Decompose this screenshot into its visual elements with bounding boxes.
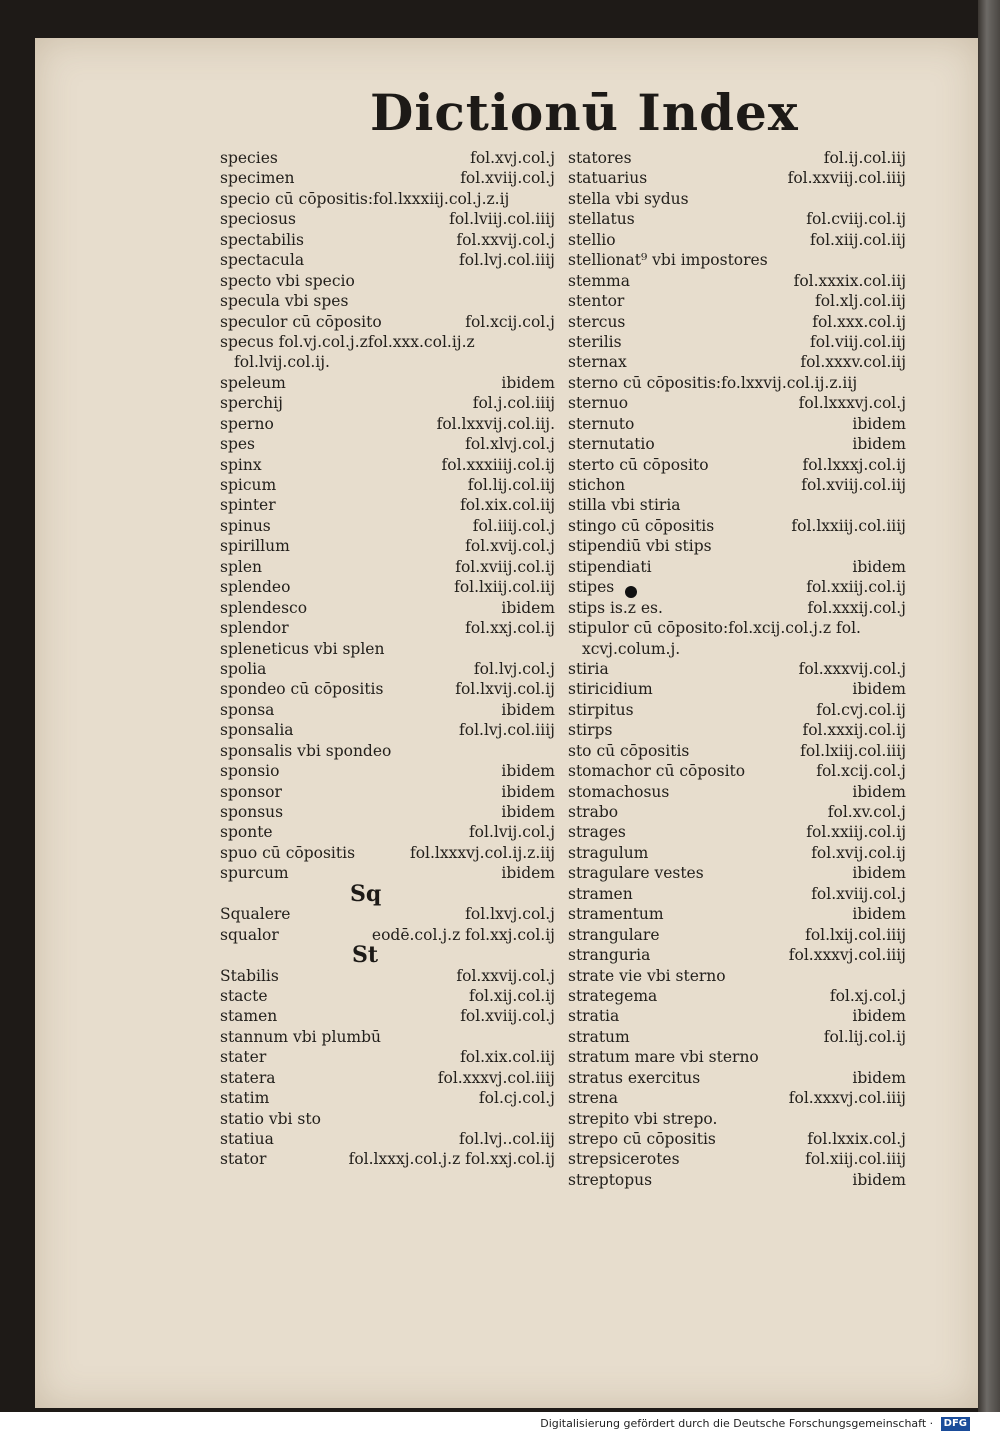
entry-term: specto vbi specio (220, 271, 355, 290)
entry-term: strangulare (568, 925, 660, 944)
index-entry (568, 1047, 906, 1067)
index-column-right (568, 148, 906, 1190)
entry-term: stamen (220, 1007, 278, 1026)
index-entry (568, 393, 906, 413)
index-entry (568, 618, 906, 638)
entry-reference: ibidem (852, 1007, 906, 1026)
entry-term: stella vbi sydus (568, 189, 689, 208)
entry-term: sternuo (568, 394, 629, 413)
entry-reference: fol.lxij.col.iiij (805, 925, 906, 944)
dfg-logo: DFG (941, 1417, 970, 1431)
index-entry (568, 843, 906, 863)
index-entry (568, 577, 906, 597)
entry-term: spectabilis (220, 230, 304, 249)
index-entry (220, 434, 555, 454)
entry-reference: fol.j.col.iiij (472, 394, 555, 413)
entry-term: speleum (220, 373, 286, 392)
index-entry (568, 209, 906, 229)
entry-reference: fol.lviij.col.iiij (449, 210, 555, 229)
entry-reference: ibidem (501, 598, 555, 617)
index-entry (220, 271, 555, 291)
entry-reference: ibidem (852, 435, 906, 454)
index-entry (568, 679, 906, 699)
entry-term: stiricidium (568, 680, 653, 699)
entry-reference: fol.lxvij.col.ij (455, 680, 555, 699)
entry-term: splendeo (220, 578, 291, 597)
entry-term: spurcum (220, 864, 289, 883)
index-entry (220, 659, 555, 679)
entry-term: spirillum (220, 537, 290, 556)
entry-reference: ibidem (852, 680, 906, 699)
index-entry (568, 557, 906, 577)
entry-term: sternutatio (568, 435, 655, 454)
entry-reference: fol.xviij.col.j (460, 1007, 555, 1026)
entry-reference: fol.xv.col.j (827, 803, 906, 821)
entry-term: stipes (568, 578, 615, 597)
entry-reference: fol.lvj.col.iiij (459, 251, 555, 270)
entry-reference: fol.lxxxj.col.ij (802, 455, 906, 474)
entry-term: sto cū cōpositis (568, 741, 690, 760)
entry-reference: fol.lij.col.ij (823, 1027, 906, 1046)
index-entry (220, 966, 555, 986)
entry-term: splendesco (220, 598, 308, 617)
entry-term: sternuto (568, 414, 635, 433)
index-entry (220, 863, 555, 883)
entry-reference: fol.viij.col.iij (810, 332, 906, 351)
index-entry (220, 843, 555, 863)
entry-reference: fol.ij.col.iij (823, 149, 906, 167)
index-entry (220, 557, 555, 577)
index-entry (568, 1129, 906, 1149)
entry-term: stirps (568, 721, 613, 740)
index-entry (568, 925, 906, 945)
entry-term: sternax (568, 353, 627, 372)
entry-term: sponsa (220, 700, 275, 719)
index-entry (220, 373, 555, 393)
index-entry (568, 884, 906, 904)
entry-reference: fol.xxxij.col.j (807, 598, 906, 617)
entry-term: stratum (568, 1027, 630, 1046)
entry-term: statim (220, 1089, 270, 1108)
entry-reference: fol.iiij.col.j (472, 516, 555, 535)
entry-reference: fol.xviij.col.j (460, 169, 555, 188)
index-entry (568, 475, 906, 495)
index-entry (220, 475, 555, 495)
entry-term: spinus (220, 516, 271, 535)
index-entry (568, 659, 906, 679)
index-entry (568, 802, 906, 822)
entry-term: specus fol.vj.col.j.zfol.xxx.col.ij.z (220, 332, 475, 351)
index-entry (568, 966, 906, 986)
index-entry (568, 720, 906, 740)
entry-reference: fol.lxiij.col.iiij (800, 741, 906, 760)
page-title: Dictionū Index (370, 83, 799, 142)
entry-term: sponsalia (220, 721, 294, 740)
index-entry (220, 312, 555, 332)
index-entry (220, 720, 555, 740)
entry-term: strate vie vbi sterno (568, 966, 726, 985)
index-entry (220, 741, 555, 761)
entry-term: streptopus (568, 1170, 653, 1189)
index-entry (568, 1006, 906, 1026)
index-entry (220, 148, 555, 168)
entry-reference: fol.cviij.col.ij (806, 210, 906, 229)
entry-term: sterto cū cōposito (568, 455, 709, 474)
entry-term: stipendiati (568, 557, 652, 576)
entry-term: Stabilis (220, 966, 279, 985)
section-letter: Sq (350, 880, 382, 907)
entry-term: spectacula (220, 251, 305, 270)
index-entry (568, 1068, 906, 1088)
entry-reference: ibidem (852, 1068, 906, 1087)
entry-reference: fol.xvij.col.j (465, 537, 555, 556)
entry-term: sterilis (568, 332, 622, 351)
index-entry (220, 1129, 555, 1149)
entry-reference: fol.xxxij.col.ij (802, 721, 906, 740)
entry-term: stratus exercitus (568, 1068, 701, 1087)
entry-reference: ibidem (852, 905, 906, 924)
entry-term: stratum mare vbi sterno (568, 1048, 759, 1067)
entry-term: stipendiū vbi stips (568, 537, 712, 556)
entry-term: stomachor cū cōposito (568, 762, 746, 781)
entry-term: stips is.z es. (568, 598, 663, 617)
entry-term: spleneticus vbi splen (220, 639, 385, 658)
index-entry (568, 291, 906, 311)
entry-term: sponsalis vbi spondeo (220, 741, 392, 760)
index-entry (568, 863, 906, 883)
entry-reference: fol.xxvij.col.j (456, 966, 555, 985)
entry-reference: fol.xxviij.col.iiij (787, 169, 906, 188)
entry-reference: fol.lvij.col.j (468, 823, 555, 842)
entry-reference: fol.xcij.col.j (465, 312, 555, 331)
entry-reference: ibidem (852, 557, 906, 576)
index-entry (568, 495, 906, 515)
index-entry (220, 802, 555, 822)
entry-term: spuo cū cōpositis (220, 843, 356, 862)
entry-reference: fol.xxxvij.col.j (798, 659, 906, 678)
ink-blot (625, 586, 637, 598)
index-entry (568, 168, 906, 188)
index-entry (568, 741, 906, 761)
index-entry (220, 495, 555, 515)
entry-term: stellionat⁹ vbi impostores (568, 251, 768, 270)
entry-reference: ibidem (852, 782, 906, 801)
entry-term: statuarius (568, 169, 648, 188)
entry-term: strages (568, 823, 626, 842)
entry-term: stiria (568, 659, 609, 678)
entry-term: stragulum (568, 843, 649, 862)
section-letter: St (352, 942, 379, 969)
entry-reference: ibidem (501, 762, 555, 781)
entry-term: fol.lvij.col.ij. (234, 353, 330, 372)
entry-reference: ibidem (501, 864, 555, 883)
footer (540, 1416, 970, 1432)
entry-reference: fol.lxxvij.col.iij. (436, 414, 555, 433)
entry-term: spinx (220, 455, 262, 474)
entry-reference: fol.lij.col.iij (467, 476, 555, 494)
entry-reference: ibidem (852, 864, 906, 883)
index-entry (220, 782, 555, 802)
entry-reference: fol.xxxvj.col.iiij (788, 1089, 906, 1108)
entry-term: stacte (220, 986, 268, 1005)
entry-term: stratia (568, 1007, 620, 1026)
entry-term: stator (220, 1150, 267, 1169)
entry-reference: fol.lxiij.col.iij (454, 578, 555, 597)
entry-term: strepsicerotes (568, 1150, 680, 1169)
entry-term: statera (220, 1068, 276, 1087)
index-entry (568, 516, 906, 536)
entry-term: strategema (568, 986, 658, 1005)
index-entry (568, 536, 906, 556)
entry-term: strepito vbi strepo. (568, 1109, 718, 1128)
index-entry (568, 945, 906, 965)
entry-reference: fol.cvj.col.ij (816, 700, 906, 719)
entry-term: speciosus (220, 210, 296, 229)
entry-reference: fol.xiij.col.iij (810, 230, 906, 249)
entry-reference: fol.cj.col.j (478, 1089, 555, 1108)
index-entry (220, 250, 555, 270)
entry-reference: fol.xxxvj.col.iiij (788, 946, 906, 965)
entry-term: specio cū cōpositis:fol.lxxxiij.col.j.z.ij (220, 189, 510, 208)
entry-reference: ibidem (501, 700, 555, 719)
entry-reference: fol.xcij.col.j (816, 762, 906, 781)
entry-term: statio vbi sto (220, 1109, 321, 1128)
entry-reference: fol.lxvj.col.j (465, 905, 555, 924)
index-entry (568, 271, 906, 291)
index-entry (568, 782, 906, 802)
entry-reference: fol.xvij.col.ij (811, 843, 906, 862)
entry-term: splen (220, 557, 262, 576)
index-entry (220, 1047, 555, 1067)
index-entry (568, 189, 906, 209)
entry-term: stilla vbi stiria (568, 496, 681, 515)
index-entry (220, 761, 555, 781)
entry-reference: ibidem (501, 782, 555, 801)
entry-term: strabo (568, 803, 619, 821)
entry-term: spicum (220, 476, 277, 494)
entry-term: stramentum (568, 905, 664, 924)
index-entry (568, 455, 906, 475)
entry-reference: eodē.col.j.z fol.xxj.col.ij (371, 925, 555, 944)
entry-term: strena (568, 1089, 618, 1108)
entry-reference: fol.lxxxj.col.j.z fol.xxj.col.ij (348, 1150, 555, 1169)
entry-reference: fol.xviij.col.ij (455, 557, 555, 576)
entry-reference: fol.xj.col.j (829, 986, 906, 1005)
entry-term: spondeo cū cōpositis (220, 680, 384, 699)
entry-term: species (220, 149, 278, 167)
index-entry (220, 1006, 555, 1026)
index-entry (568, 1149, 906, 1169)
entry-term: stramen (568, 884, 633, 903)
entry-reference: fol.xxxvj.col.iiij (437, 1068, 555, 1087)
entry-reference: fol.xij.col.ij (468, 986, 555, 1005)
footer-text: Digitalisierung gefördert durch die Deutsche Forschungsgemeinschaft · (540, 1417, 934, 1430)
index-column-left (220, 148, 555, 1170)
index-entry (568, 1088, 906, 1108)
entry-reference: fol.lxxxvj.col.ij.z.iij (409, 843, 555, 862)
entry-reference: fol.xxiij.col.ij (806, 823, 906, 842)
entry-term: stomachosus (568, 782, 670, 801)
entry-term: stercus (568, 312, 626, 331)
entry-term: stentor (568, 292, 625, 311)
index-entry (220, 577, 555, 597)
entry-reference: fol.xxj.col.ij (465, 619, 555, 638)
index-entry (220, 679, 555, 699)
entry-reference: fol.xix.col.iij (460, 496, 555, 515)
entry-reference: fol.lvj..col.iij (459, 1130, 555, 1148)
entry-reference: fol.xxxiiij.col.ij (441, 455, 555, 474)
entry-reference: fol.lxxiij.col.iiij (791, 516, 906, 535)
index-entry (220, 700, 555, 720)
index-entry (568, 639, 906, 659)
entry-term: sperchij (220, 394, 283, 413)
index-entry (220, 1088, 555, 1108)
index-entry (220, 209, 555, 229)
entry-reference: fol.xlvj.col.j (465, 435, 555, 454)
entry-term: stingo cū cōpositis (568, 516, 715, 535)
entry-reference: fol.xxx.col.ij (812, 312, 906, 331)
entry-term: spes (220, 435, 256, 454)
entry-reference: fol.xxvij.col.j (456, 230, 555, 249)
entry-term: speculor cū cōposito (220, 312, 382, 331)
entry-term: xcvj.colum.j. (582, 639, 681, 658)
index-entry (220, 393, 555, 413)
entry-reference: ibidem (501, 373, 555, 392)
entry-reference: fol.lxxxvj.col.j (798, 394, 906, 413)
entry-term: strepo cū cōpositis (568, 1130, 716, 1148)
index-entry (568, 312, 906, 332)
index-entry (568, 230, 906, 250)
entry-term: splendor (220, 619, 289, 638)
index-entry (220, 925, 555, 945)
index-entry (220, 536, 555, 556)
entry-term: Squalere (220, 905, 291, 924)
section-heading (220, 880, 555, 907)
entry-term: stirpitus (568, 700, 634, 719)
entry-term: statiua (220, 1130, 274, 1148)
index-entry (220, 230, 555, 250)
index-entry (568, 761, 906, 781)
entry-term: statores (568, 149, 632, 167)
entry-term: stellio (568, 230, 616, 249)
entry-term: sponsus (220, 803, 284, 821)
index-entry (568, 352, 906, 372)
index-entry (220, 1149, 555, 1169)
entry-term: stemma (568, 271, 630, 290)
entry-term: stipulor cū cōposito:fol.xcij.col.j.z fol. (568, 619, 861, 638)
index-entry (568, 822, 906, 842)
index-entry (220, 598, 555, 618)
entry-reference: fol.lvj.col.j (473, 659, 555, 678)
index-entry (220, 904, 555, 924)
index-entry (220, 352, 555, 372)
section-heading (220, 942, 555, 969)
index-entry (568, 148, 906, 168)
entry-reference: fol.xiij.col.iiij (805, 1150, 906, 1169)
entry-term: spolia (220, 659, 267, 678)
entry-reference: ibidem (852, 414, 906, 433)
index-entry (568, 1170, 906, 1190)
index-entry (568, 598, 906, 618)
index-entry (568, 332, 906, 352)
entry-reference: fol.xviij.col.iij (801, 476, 906, 494)
index-entry (220, 189, 555, 209)
entry-term: spinter (220, 496, 276, 515)
entry-term: stragulare vestes (568, 864, 704, 883)
entry-reference: fol.xxxix.col.iij (793, 271, 906, 290)
entry-term: specimen (220, 169, 295, 188)
entry-term: squalor (220, 925, 279, 944)
entry-term: stannum vbi plumbū (220, 1027, 382, 1046)
entry-term: stranguria (568, 946, 651, 965)
index-entry (220, 822, 555, 842)
entry-term: stichon (568, 476, 626, 494)
index-entry (220, 168, 555, 188)
entry-reference: fol.lvj.col.iiij (459, 721, 555, 740)
index-entry (568, 986, 906, 1006)
index-entry (220, 986, 555, 1006)
index-entry (220, 414, 555, 434)
index-entry (568, 700, 906, 720)
entry-reference: fol.xlj.col.iij (814, 292, 906, 311)
entry-reference: fol.xviij.col.j (811, 884, 906, 903)
entry-reference: fol.xxxv.col.iij (800, 353, 906, 372)
entry-term: specula vbi spes (220, 292, 349, 311)
index-entry (568, 434, 906, 454)
index-entry (220, 516, 555, 536)
index-entry (568, 1027, 906, 1047)
index-entry (220, 455, 555, 475)
entry-reference: ibidem (852, 1170, 906, 1189)
entry-term: sperno (220, 414, 274, 433)
index-entry (220, 291, 555, 311)
index-entry (220, 1109, 555, 1129)
entry-reference: fol.lxxix.col.j (807, 1130, 906, 1148)
index-entry (220, 1068, 555, 1088)
index-entry (568, 250, 906, 270)
entry-term: stater (220, 1048, 267, 1067)
entry-term: stellatus (568, 210, 635, 229)
entry-term: sponte (220, 823, 273, 842)
index-entry (568, 373, 906, 393)
index-entry (220, 332, 555, 352)
index-entry (220, 1027, 555, 1047)
entry-reference: fol.xxiij.col.ij (806, 578, 906, 597)
index-entry (568, 904, 906, 924)
entry-reference: fol.xvj.col.j (470, 149, 555, 167)
book-edge (978, 0, 1000, 1412)
index-entry (220, 618, 555, 638)
entry-term: sponsor (220, 782, 282, 801)
index-entry (220, 639, 555, 659)
entry-term: sponsio (220, 762, 280, 781)
index-entry (568, 1109, 906, 1129)
entry-reference: fol.xix.col.iij (460, 1048, 555, 1067)
entry-reference: ibidem (501, 803, 555, 821)
index-entry (568, 414, 906, 434)
entry-term: sterno cū cōpositis:fo.lxxvij.col.ij.z.iij (568, 373, 858, 392)
